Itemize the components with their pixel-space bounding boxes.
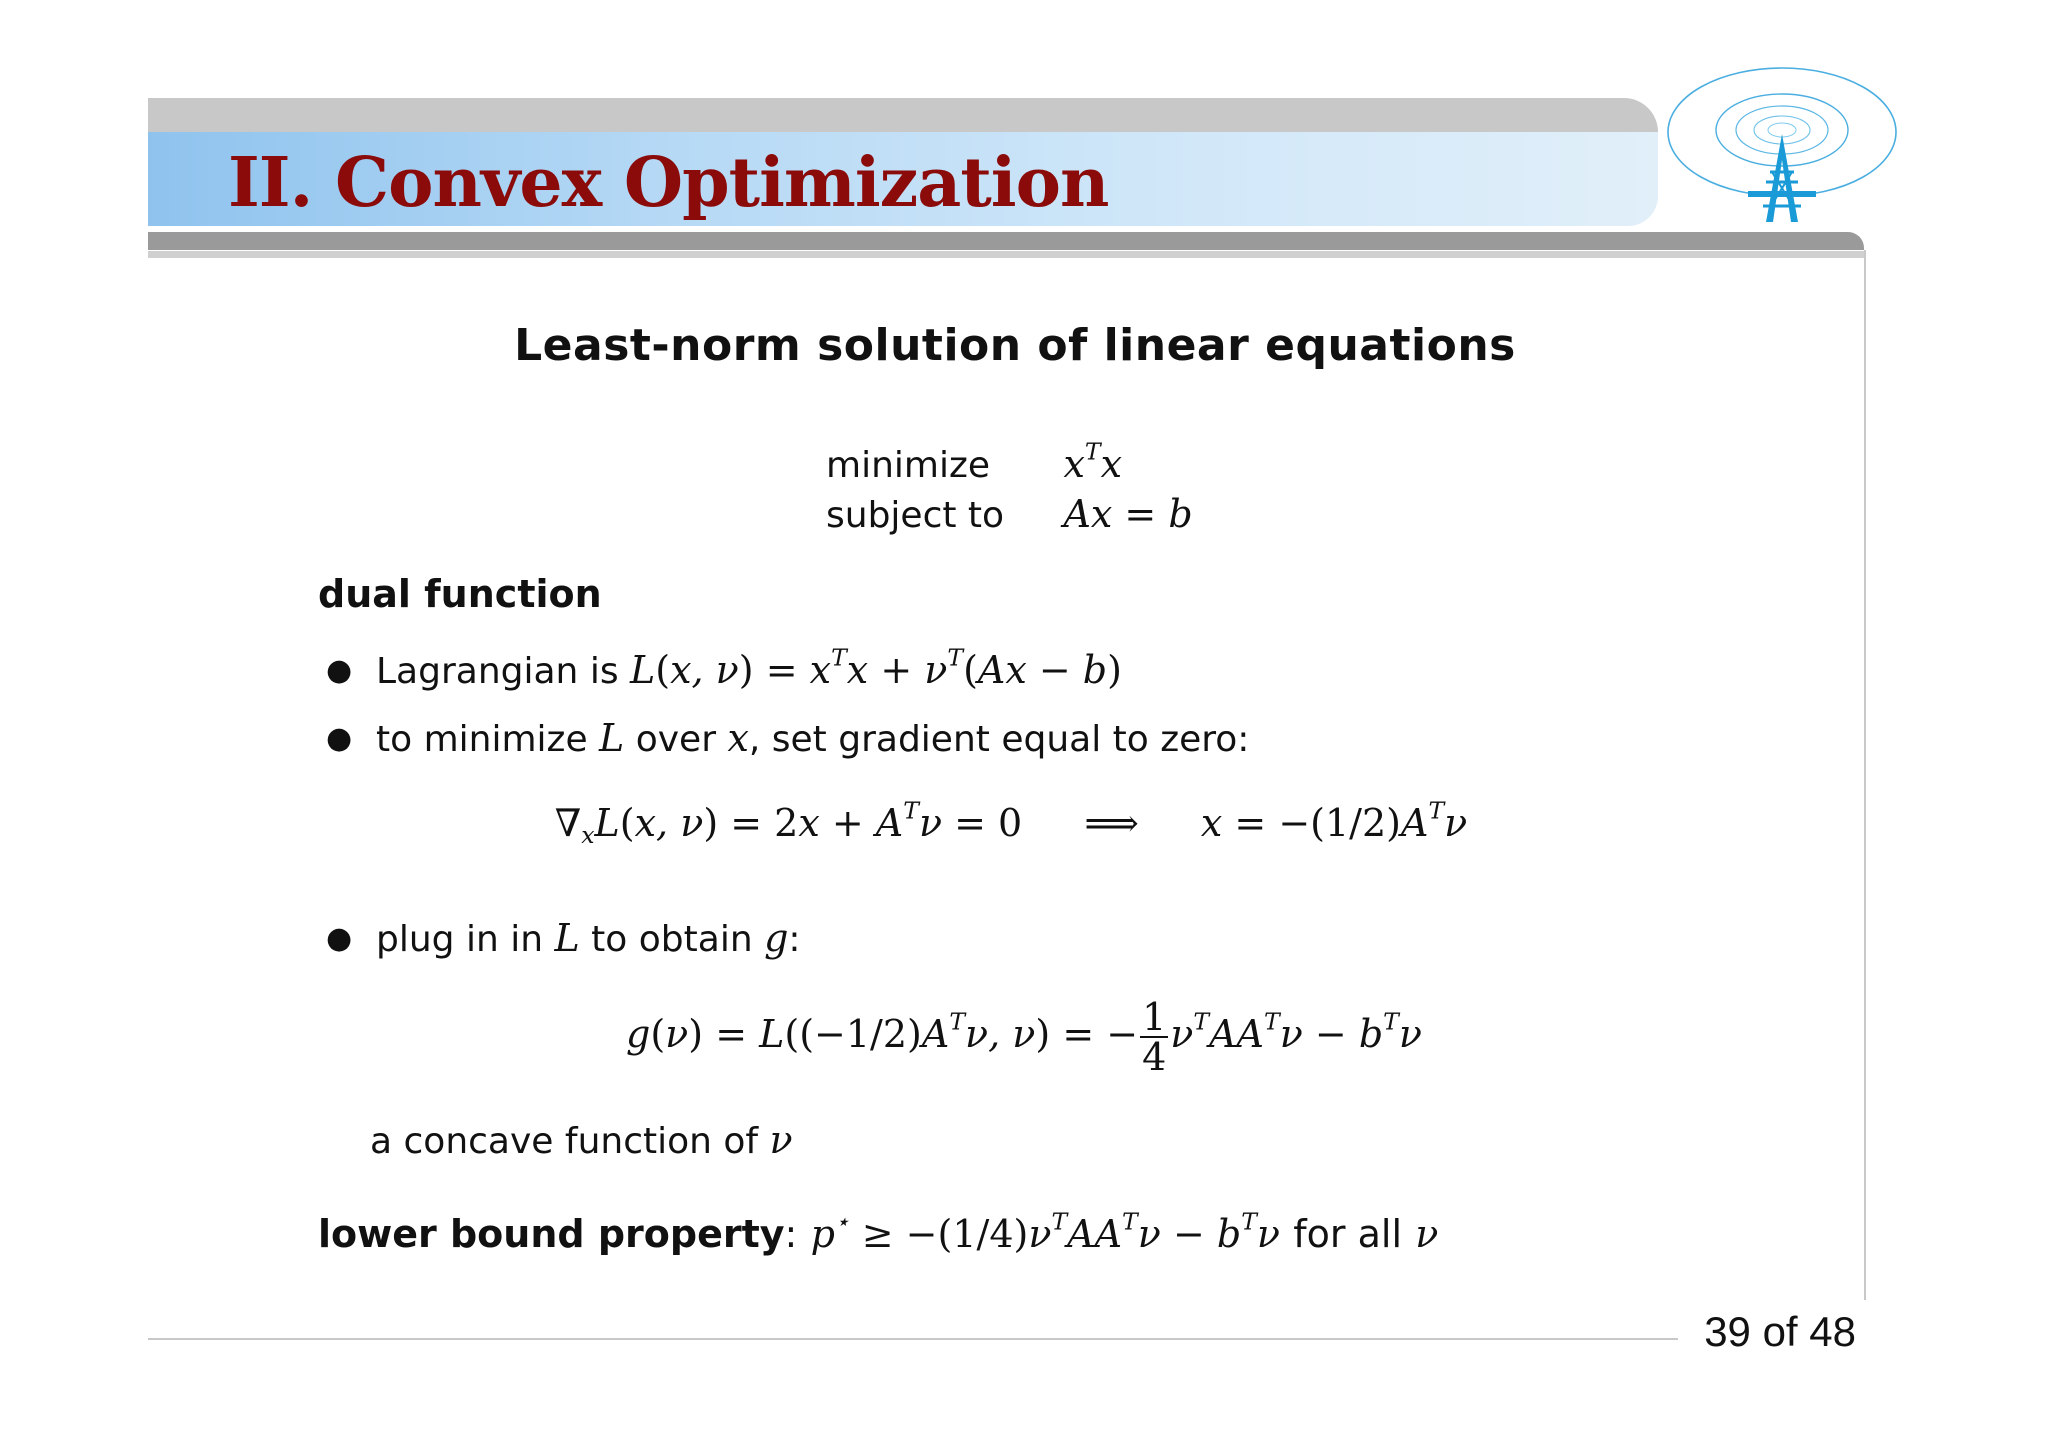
dual-function-heading: dual function [318, 572, 602, 616]
bullet-dot: ● [326, 721, 353, 756]
subject-to-label: subject to [826, 495, 1005, 536]
optimization-problem [826, 437, 1193, 540]
quarter-fraction: $\frac{1}{4}$ [1142, 995, 1167, 1079]
bullet-plug-in: ● plug in in L to obtain g: [326, 916, 801, 960]
minimize-label: minimize [826, 445, 991, 486]
lagrangian-expr: L(x, $\nu) = x^Tx + \nu^T(Ax - b)$ [630, 643, 1122, 692]
constraint-row [826, 490, 1193, 540]
lower-bound-property: lower bound property: $p^⋆ \ge -(1/4)\nu^TAA^T\nu - b^T\nu$ for all ν [318, 1207, 1439, 1256]
objective-row [826, 437, 1193, 490]
footer-rule [148, 1338, 1678, 1340]
page-indicator: 39 of 48 [1704, 1308, 1856, 1355]
bullet-minimize: ● to minimize L over x, set gradient equal to zero: [326, 716, 1250, 760]
gradient-equation: $\nabla_xL(x$, $\nu) = 2x + A^T\nu = 0$ ⟹ $x = -(1/2)A^T\nu$ [554, 796, 1468, 850]
concave-note: a concave function of ν [370, 1118, 793, 1162]
slide-subtitle: Least-norm solution of linear equations [514, 320, 1516, 371]
bullet-lagrangian: ● Lagrangian is L(x, $\nu) = x^Tx + \nu^T(Ax - b)$ [326, 643, 1122, 692]
constraint-expr: Ax = b [1063, 492, 1193, 536]
bullet-dot: ● [326, 921, 353, 956]
bullet-dot: ● [326, 653, 353, 688]
objective-expr: $x^Tx$ [1063, 437, 1123, 486]
dual-function-equation: $g(\nu) = L((-1/2)A^T\nu$, ν) = − $\frac{1}{4}$ $\nu^TAA^T\nu - b^T\nu$ [626, 995, 1422, 1079]
slide-title: II. Convex Optimization [228, 143, 1109, 223]
